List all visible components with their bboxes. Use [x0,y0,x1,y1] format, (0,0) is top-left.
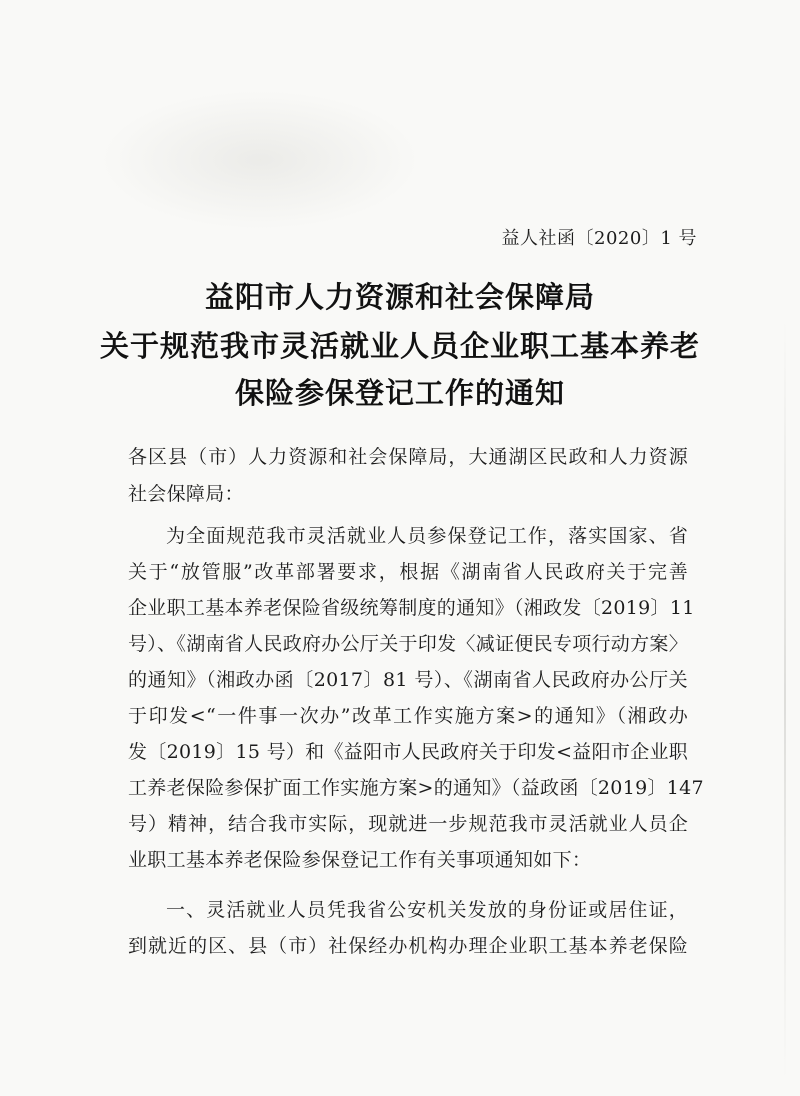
body-line: 业职工基本养老保险参保登记工作有关事项通知如下： [128,849,592,871]
body-line: 号）精神，结合我市实际，现就进一步规范我市灵活就业人员企 [128,813,688,835]
body-line: 发〔2019〕15 号）和《益阳市人民政府关于印发<益阳市企业职 [128,741,689,763]
body-line: 关于“放管服”改革部署要求，根据《湖南省人民政府关于完善 [128,561,688,583]
salutation-line-1: 各区县（市）人力资源和社会保障局，大通湖区民政和人力资源 [128,446,688,468]
body-line: 的通知》（湘政办函〔2017〕81 号）、《湖南省人民政府办公厅关 [128,669,688,691]
body-line: 一、灵活就业人员凭我省公安机关发放的身份证或居住证， [166,899,688,921]
salutation-line-2: 社会保障局： [128,483,244,505]
title-line-2: 关于规范我市灵活就业人员企业职工基本养老 [99,329,700,363]
scan-smudge [100,90,420,230]
body-line: 号）、《湖南省人民政府办公厅关于印发〈减证便民专项行动方案〉 [128,633,689,655]
title-line-1: 益阳市人力资源和社会保障局 [204,280,595,314]
body-line: 为全面规范我市灵活就业人员参保登记工作，落实国家、省 [166,525,688,547]
title-line-3: 保险参保登记工作的通知 [234,376,565,410]
body-line: 于印发<“一件事一次办”改革工作实施方案>的通知》（湘政办 [128,705,688,727]
document-number: 益人社函〔2020〕1 号 [501,228,697,249]
scan-edge-mark [784,320,786,1080]
body-line: 企业职工基本养老保险省级统筹制度的通知》（湘政发〔2019〕11 [128,597,695,619]
body-line: 工养老保险参保扩面工作实施方案>的通知》（益政函〔2019〕147 [128,777,704,799]
body-line: 到就近的区、县（市）社保经办机构办理企业职工基本养老保险 [128,935,688,957]
